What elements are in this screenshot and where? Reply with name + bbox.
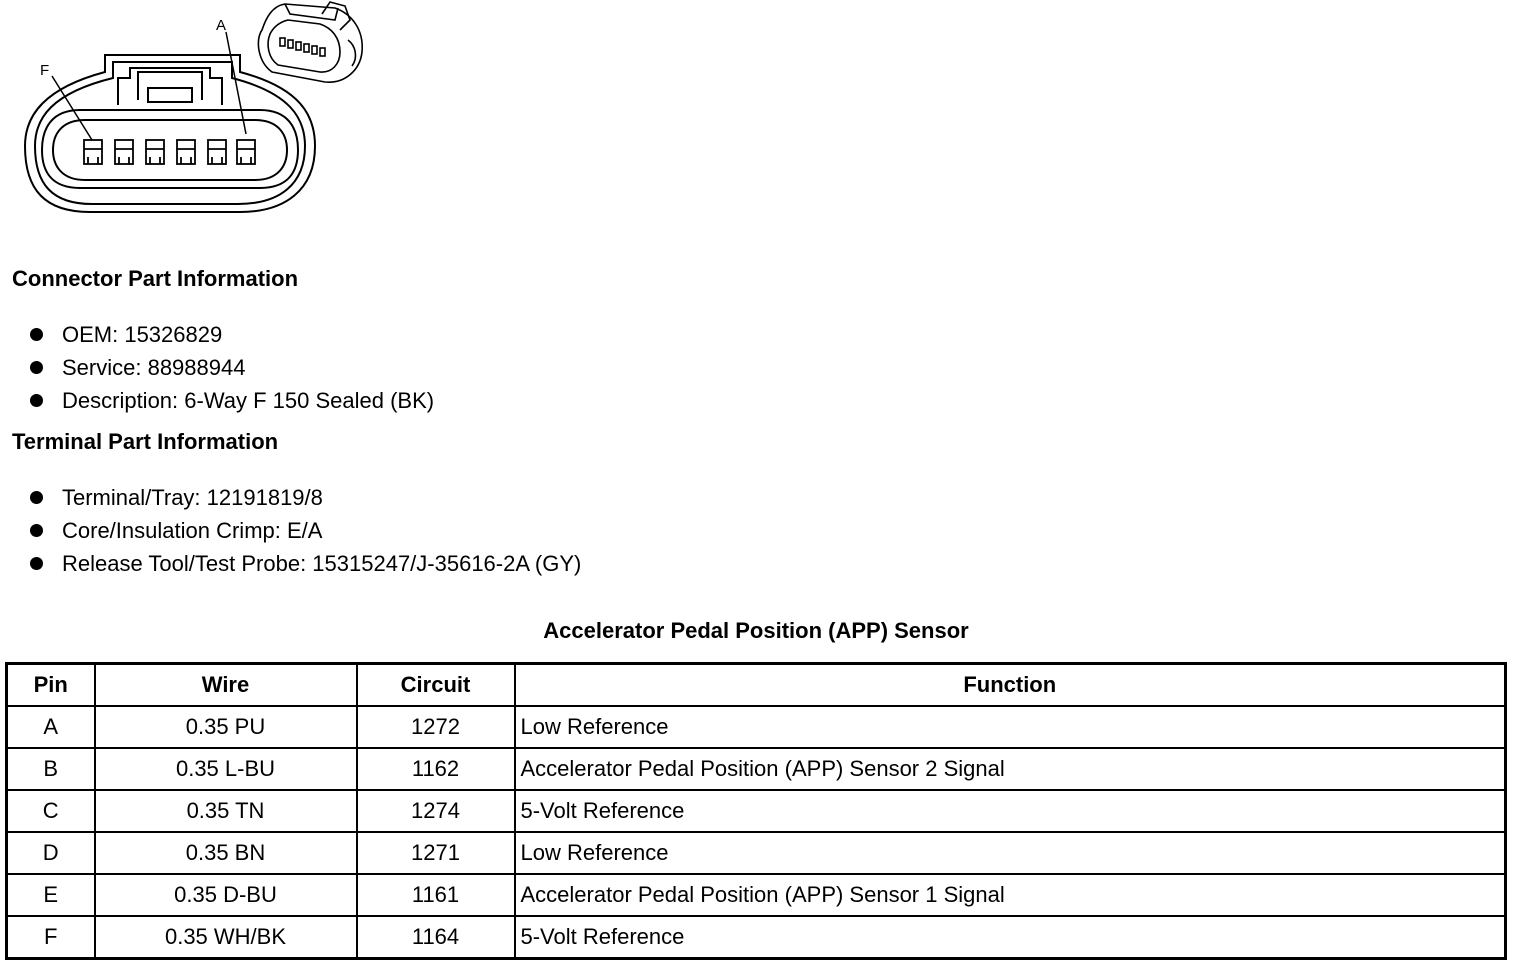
terminal-info-heading: Terminal Part Information (12, 429, 279, 454)
table-row (7, 874, 1506, 916)
cell-function: Accelerator Pedal Position (APP) Sensor 1 Signal (515, 874, 1506, 916)
cell-wire: 0.35 L-BU (95, 748, 357, 790)
pinout-table (5, 662, 1507, 960)
cell-function: Low Reference (515, 832, 1506, 874)
bullet-icon (30, 524, 43, 537)
cell-circuit: 1274 (357, 790, 515, 832)
bullet-icon (30, 328, 43, 341)
cell-pin: B (7, 748, 95, 790)
header-pin: Pin (7, 664, 95, 707)
table-row (7, 790, 1506, 832)
bullet-icon (30, 394, 43, 407)
pinout-table-title: Accelerator Pedal Position (APP) Sensor (543, 618, 969, 643)
bullet-icon (30, 491, 43, 504)
list-item: Terminal/Tray: 12191819/8 (28, 481, 581, 514)
cell-circuit: 1162 (357, 748, 515, 790)
connector-diagram (0, 0, 400, 230)
table-row (7, 706, 1506, 748)
pin-label-a: A (216, 17, 227, 34)
list-item: Description: 6-Way F 150 Sealed (BK) (28, 384, 434, 417)
table-row (7, 916, 1506, 959)
header-circuit: Circuit (357, 664, 515, 707)
list-item: Release Tool/Test Probe: 15315247/J-35616-2A (GY) (28, 547, 581, 580)
cell-function: Low Reference (515, 706, 1506, 748)
cell-circuit: 1271 (357, 832, 515, 874)
table-row (7, 832, 1506, 874)
bullet-icon (30, 557, 43, 570)
pin-label-f: F (40, 62, 50, 79)
terminal-info-list (28, 481, 581, 580)
cell-pin: E (7, 874, 95, 916)
connector-info-list (28, 318, 434, 417)
cell-function: 5-Volt Reference (515, 790, 1506, 832)
header-wire: Wire (95, 664, 357, 707)
cell-pin: A (7, 706, 95, 748)
cell-wire: 0.35 D-BU (95, 874, 357, 916)
list-item: OEM: 15326829 (28, 318, 434, 351)
cell-circuit: 1161 (357, 874, 515, 916)
bullet-icon (30, 361, 43, 374)
cell-wire: 0.35 PU (95, 706, 357, 748)
cell-circuit: 1272 (357, 706, 515, 748)
list-item: Core/Insulation Crimp: E/A (28, 514, 581, 547)
cell-circuit: 1164 (357, 916, 515, 959)
list-item: Service: 88988944 (28, 351, 434, 384)
header-function: Function (515, 664, 1506, 707)
table-row (7, 748, 1506, 790)
cell-wire: 0.35 WH/BK (95, 916, 357, 959)
cell-pin: C (7, 790, 95, 832)
cell-function: Accelerator Pedal Position (APP) Sensor 2 Signal (515, 748, 1506, 790)
cell-pin: F (7, 916, 95, 959)
cell-wire: 0.35 TN (95, 790, 357, 832)
connector-info-heading: Connector Part Information (12, 266, 299, 291)
cell-function: 5-Volt Reference (515, 916, 1506, 959)
cell-pin: D (7, 832, 95, 874)
cell-wire: 0.35 BN (95, 832, 357, 874)
table-header-row (7, 664, 1506, 707)
